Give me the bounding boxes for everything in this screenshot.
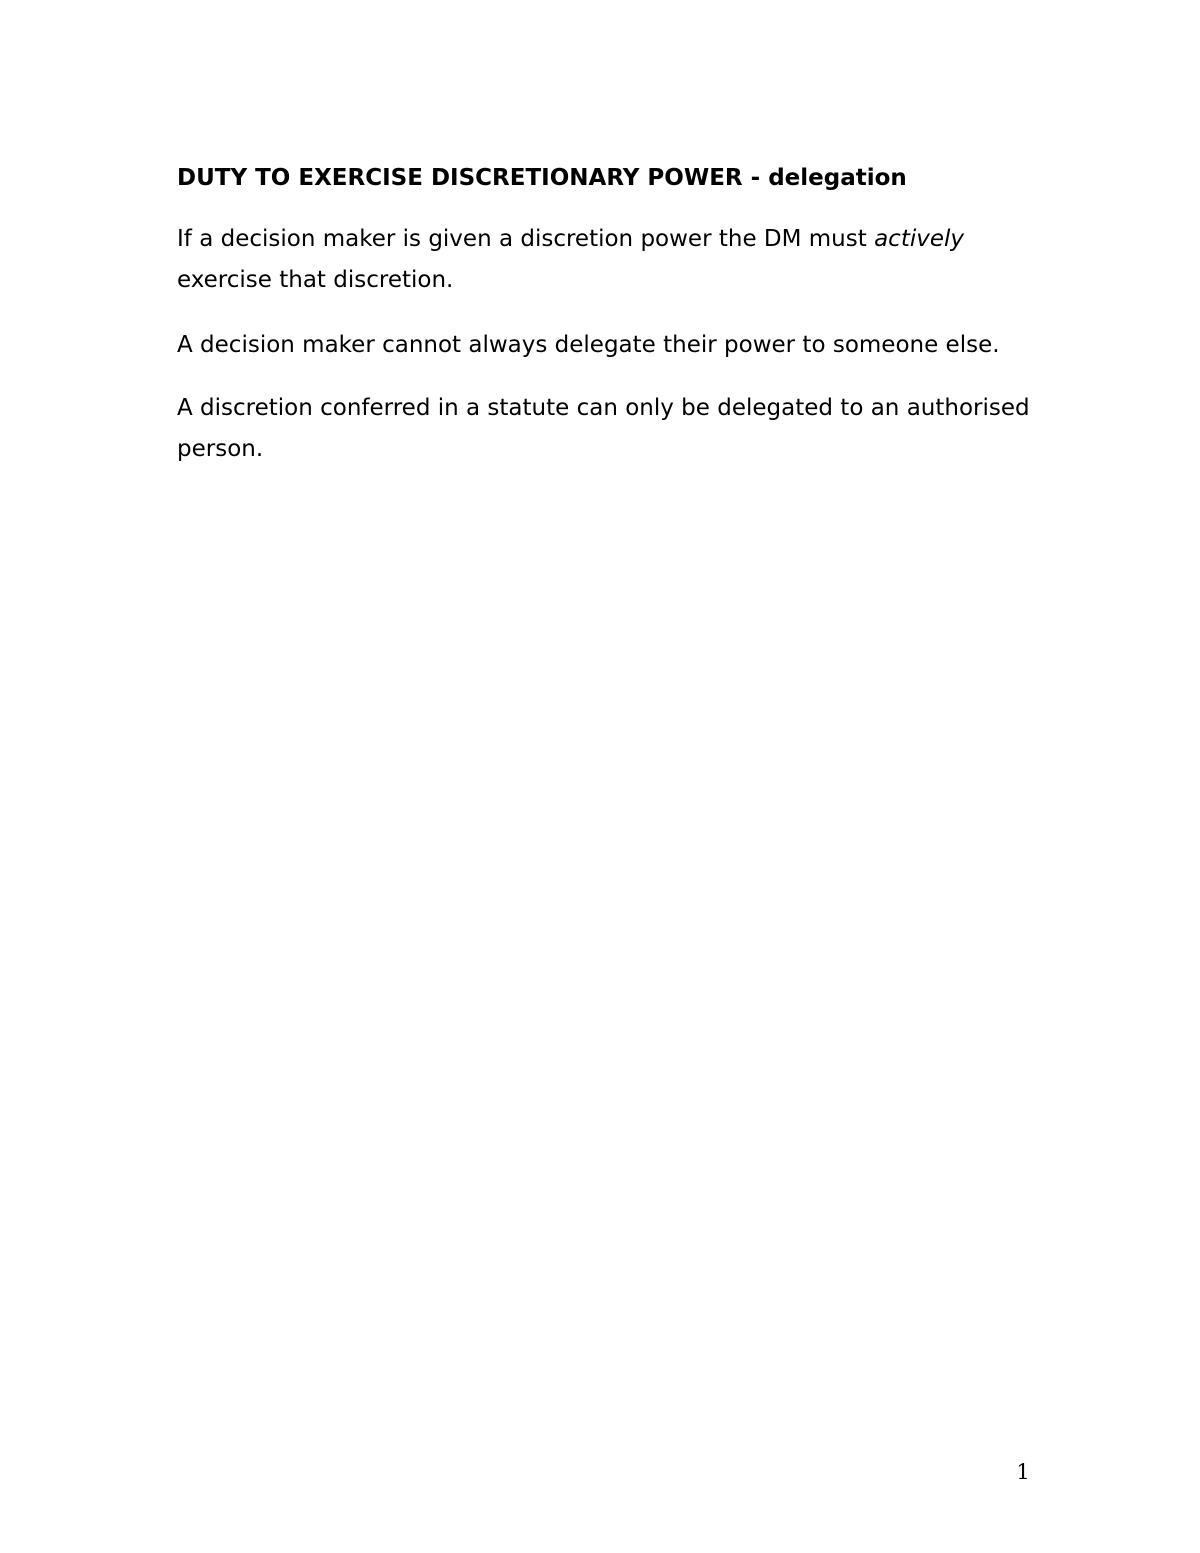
emphasized-word-actively: actively [874, 226, 964, 252]
paragraph-delegation-limit: A decision maker cannot always delegate their power to someone else. [177, 332, 1000, 358]
paragraph-active-exercise [177, 219, 1037, 301]
paragraph-1-text-end: exercise that discretion. [177, 267, 454, 293]
paragraph-authorised-person: A discretion conferred in a statute can only be delegated to an authorised person. [177, 395, 1030, 462]
page-number: 1 [1016, 1460, 1030, 1484]
document-body [177, 160, 1037, 470]
document-heading: DUTY TO EXERCISE DISCRETIONARY POWER - delegation [177, 165, 907, 191]
paragraph-1-text-start: If a decision maker is given a discretion power the DM must [177, 226, 875, 252]
